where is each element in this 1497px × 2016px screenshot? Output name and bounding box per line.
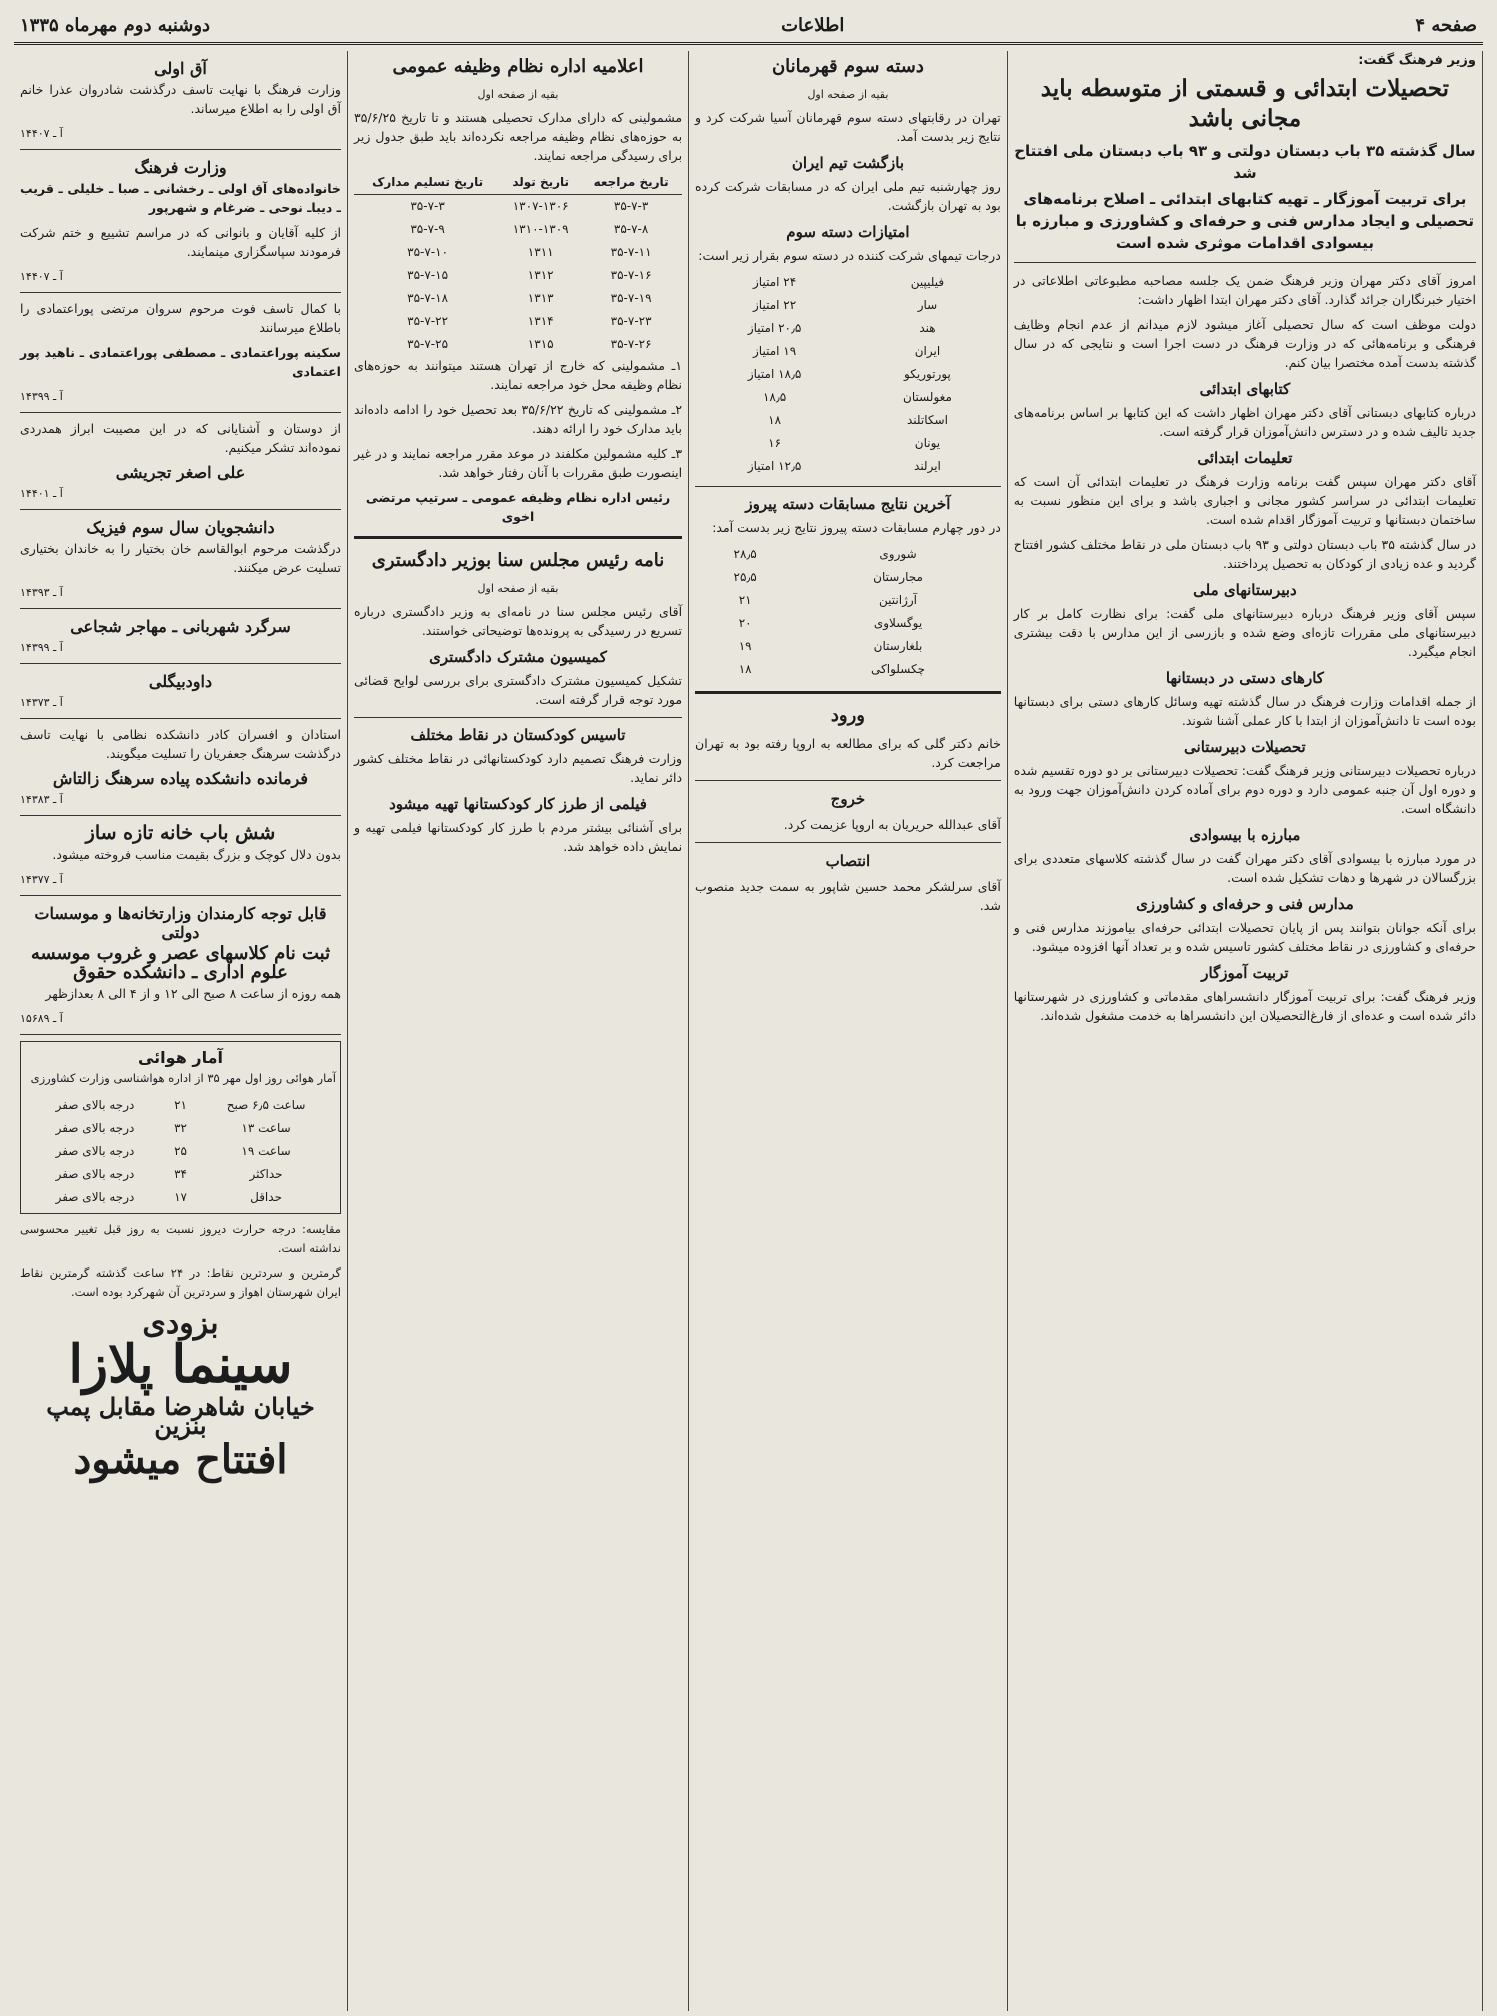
- cinema-ad-soon: بزودی: [142, 1306, 219, 1341]
- table-row: [695, 658, 1001, 681]
- table-row: [354, 264, 682, 287]
- departure-title: خروج: [830, 790, 866, 808]
- notice-code: آ ـ ۱۵۶۸۹: [20, 1012, 63, 1025]
- table-cell: درجه بالای صفر: [55, 1144, 135, 1158]
- table-cell: ۱۳۱۰-۱۳۰۹: [512, 222, 569, 236]
- edu-paragraph: درباره تحصیلات دبیرستانی وزیر فرهنگ گفت: تحصیلات دبیرستانی بر دو دوره تقسیم شده و دوره اول آن جنبه عمومی دارد و دوره دوم برای آماده کردن دانش‌آموزان جهت ورود به دانشگاه است.: [1013, 763, 1476, 816]
- edu-paragraph: آقای دکتر مهران سپس گفت برنامه وزارت فرهنگ در تعلیمات ابتدائی آن است که تعلیمات ابتدائی در سراسر کشور مجانی و اجباری باشد و برای این منظور نسبت به ساختمان دبستانها و تربیت آموزگار اقدام شده است.: [1013, 474, 1476, 527]
- table-cell: ۳۵-۷-۱۱: [610, 245, 652, 259]
- table-cell: آرژانتین: [879, 593, 917, 607]
- edu-subhead: مبارزه با بیسوادی: [1189, 826, 1301, 844]
- edu-paragraph: در مورد مبارزه با بیسوادی آقای دکتر مهران گفت در سال گذشته کلاسهای متعددی برای بزرگسالان در شهرها و دهات تشکیل شده است.: [1013, 851, 1476, 885]
- table-cell: ۳۵-۷-۱۰: [407, 245, 449, 259]
- table-cell: ۳۵-۷-۲۵: [407, 337, 449, 351]
- cinema-ad-name: سینما پلازا: [68, 1334, 293, 1395]
- school-ad-subtitle: ثبت نام کلاسهای عصر و غروب موسسه علوم اداری ـ دانشکده حقوق: [30, 943, 331, 983]
- edu-paragraph: دولت موظف است که سال تحصیلی آغاز میشود لازم میدانم از عدم انجام وظایف فرهنگی و برنامه‌هائی که در وزارت فرهنگ در دست اجرا است و نتایجی که در سال گذشته بدست آمده مختصرا بیان کنم.: [1013, 317, 1476, 370]
- points-table: [695, 271, 1001, 478]
- weather-box: [20, 1041, 341, 1214]
- table-cell: فیلیپین: [910, 275, 945, 289]
- table-row: [695, 317, 1001, 340]
- table-row: [354, 195, 682, 219]
- notice: [20, 51, 341, 150]
- edu-title: تحصیلات ابتدائی و قسمتی از متوسطه باید مجانی باشد: [1040, 75, 1450, 132]
- table-row: [25, 1094, 336, 1117]
- table-cell: درجه بالای صفر: [55, 1098, 135, 1112]
- house-ad-text: بدون دلال کوچک و بزرگ بقیمت مناسب فروخته میشود.: [52, 847, 341, 862]
- notice-title: دانشجویان سال سوم فیزیک: [86, 518, 275, 537]
- house-ad-title: شش باب خانه تازه ساز: [85, 822, 276, 844]
- table-cell: ۱۸٫۵: [762, 390, 787, 404]
- notice-text: با کمال تاسف فوت مرحوم سروان مرتضی پوراعتمادی را باطلاع میرسانند: [20, 301, 341, 335]
- notice-code: آ ـ ۱۴۳۹۳: [20, 586, 63, 599]
- notice-title: داودبیگلی: [148, 672, 213, 691]
- sport-paragraph: درجات تیمهای شرکت کننده در دسته سوم بقرار زیر است:: [698, 248, 1001, 263]
- table-row: [695, 635, 1001, 658]
- table-cell: ۳۵-۷-۲۶: [610, 337, 652, 351]
- notice-text: وزارت فرهنگ با نهایت تاسف درگذشت شادروان عذرا خانم آق اولی را به اطلاع میرساند.: [20, 82, 341, 116]
- table-cell: ۲۲ امتیاز: [753, 298, 797, 312]
- table-cell: ۳۵-۷-۸: [613, 222, 649, 236]
- divider: [1014, 262, 1476, 263]
- sport-paragraph: آقای سرلشکر محمد حسین شاپور به سمت جدید منصوب شد.: [695, 879, 1001, 913]
- table-cell: ۳۲: [174, 1121, 187, 1135]
- table-row: [695, 612, 1001, 635]
- divider: [354, 717, 682, 718]
- table-cell: هند: [919, 321, 936, 335]
- table-cell: یونان: [914, 436, 941, 450]
- table-cell: ۱۳۰۷-۱۳۰۶: [512, 199, 569, 213]
- table-row: [354, 287, 682, 310]
- notice: [20, 150, 341, 293]
- notice: [20, 719, 341, 816]
- edu-kicker: وزیر فرهنگ گفت:: [1358, 53, 1476, 68]
- divider: [695, 486, 1001, 487]
- appointment-title: انتصاب: [825, 852, 871, 870]
- weather-note: مقایسه: درجه حرارت دیروز نسبت به روز قبل تغییر محسوسی نداشته است.: [20, 1222, 341, 1255]
- divider: [695, 780, 1001, 781]
- notice-text: از دوستان و آشنایانی که در این مصیبت ابراز همدردی نموده‌اند تشکر میکنیم.: [20, 421, 341, 455]
- table-cell: ساعت ۶٫۵ صبح: [226, 1098, 306, 1112]
- table-cell: ایرلند: [914, 459, 941, 473]
- notice-text: درگذشت مرحوم ابوالقاسم خان بختیار را به خاندان بختیاری تسلیت عرض میکنند.: [20, 541, 341, 575]
- admin-paragraph: وزارت فرهنگ تصمیم دارد کودکستانهائی در نقاط مختلف کشور دائر نماید.: [353, 751, 683, 785]
- table-cell: بلغارستان: [873, 639, 923, 653]
- table-cell: ۱۳۱۴: [527, 314, 554, 328]
- table-cell: درجه بالای صفر: [55, 1167, 135, 1181]
- notice-code: آ ـ ۱۴۳۸۳: [20, 793, 63, 806]
- table-cell: ۱۲٫۵ امتیاز: [747, 459, 802, 473]
- admin-subhead: فیلمی از طرز کار کودکستانها تهیه میشود: [389, 795, 647, 813]
- sport-paragraph: آقای عبدالله حریریان به اروپا عزیمت کرد.: [783, 817, 1001, 832]
- weather-table: [25, 1094, 336, 1209]
- notice-title: وزارت فرهنگ: [134, 158, 227, 177]
- table-cell: پورتوریکو: [904, 367, 951, 381]
- arrival-title: ورود: [830, 705, 865, 726]
- table-cell: ۲۰٫۵ امتیاز: [747, 321, 802, 335]
- columns: [14, 51, 1483, 2011]
- notice-text: از کلیه آقایان و بانوانی که در مراسم تشییع و ختم شرکت فرمودند سپاسگزاری مینمایند.: [20, 225, 341, 259]
- notice-title: سرگرد شهربانی ـ مهاجر شجاعی: [70, 617, 291, 636]
- table-cell: ۱۸: [768, 413, 782, 427]
- notice-code: آ ـ ۱۴۳۹۹: [20, 641, 63, 654]
- house-ad: [20, 816, 341, 896]
- notice: [20, 664, 341, 719]
- table-cell: ۲۵٫۵: [733, 570, 757, 584]
- table-cell: یوگسلاوی: [873, 616, 923, 630]
- weather-note: گرمترین و سردترین نقاط: در ۲۴ ساعت گذشته گرمترین نقاط ایران شهرستان اهواز و سردترین آن شهرکرد بوده است.: [20, 1266, 341, 1299]
- school-ad: [20, 896, 341, 1035]
- table-cell: چکسلواکی: [871, 662, 925, 676]
- table-cell: ۳۵-۷-۳: [410, 199, 445, 213]
- edu-subhead: تحصیلات دبیرستانی: [1184, 738, 1306, 756]
- edu-paragraph: برای آنکه جوانان بتوانند پس از پایان تحصیلات ابتدائی حرفه‌ای بیاموزند مدارس فنی و حرفه‌ای و کشاورزی در نقاط مختلف کشور تاسیس شده و بر تعداد آنها افزوده میشود.: [1013, 920, 1476, 954]
- final-table: [695, 543, 1001, 681]
- admin-paragraph: ۲ـ مشمولینی که تاریخ ۳۵/۶/۲۲ بعد تحصیل خود را ادامه داده‌اند باید مدارک خود را ارائه دهند.: [353, 402, 683, 436]
- notice-code: آ ـ ۱۴۳۷۳: [20, 696, 63, 709]
- table-cell: مجارستان: [873, 570, 923, 584]
- notice-text: استادان و افسران کادر دانشکده نظامی با نهایت تاسف درگذشت سرهنگ جعفریان را تسلیت میگویند.: [20, 727, 341, 761]
- sport-subhead: آخرین نتایج مسابقات دسته پیروز: [745, 495, 951, 513]
- issue-date: دوشنبه دوم مهرماه ۱۳۳۵: [20, 14, 211, 36]
- table-row: [695, 271, 1001, 294]
- senate-title: نامه رئیس مجلس سنا بوزیر دادگستری: [371, 550, 665, 571]
- sport-continued: بقیه از صفحه اول: [807, 88, 889, 101]
- edu-subtitle-1: سال گذشته ۳۵ باب دبستان دولتی و ۹۳ باب دبستان ملی افتتاح شد: [1014, 142, 1476, 182]
- admin-signature: رئیس اداره نظام وظیفه عمومی ـ سرتیپ مرتضی اخوی: [365, 490, 671, 524]
- table-cell: ۲۰: [738, 616, 752, 630]
- senate-continued: بقیه از صفحه اول: [477, 582, 559, 595]
- table-cell: حداقل: [250, 1190, 282, 1204]
- notice-subtitle: سکینه پوراعتمادی ـ مصطفی پوراعتمادی ـ ناهید پور اعتمادی: [20, 345, 341, 379]
- masthead: [14, 8, 1483, 45]
- table-cell: ۱۳۱۱: [527, 245, 554, 259]
- notices-column: [14, 51, 348, 2011]
- table-cell: ۱۹: [738, 639, 752, 653]
- edu-paragraph: امروز آقای دکتر مهران وزیر فرهنگ ضمن یک جلسه مصاحبه مطبوعاتی اطلاعاتی در اختیار خبرنگاران جرائد گذارد. آقای دکتر مهران ابتدا اظهار داشت:: [1013, 273, 1476, 307]
- table-cell: ۱۳۱۲: [527, 268, 554, 282]
- table-cell: ۱۳۱۳: [527, 291, 554, 305]
- notice-title: فرمانده دانشکده پیاده سرهنگ زالتاش: [52, 769, 309, 788]
- page-number: صفحه ۴: [1415, 14, 1477, 36]
- table-cell: ۲۱: [174, 1098, 187, 1112]
- table-cell: حداکثر: [249, 1167, 283, 1181]
- table-row: [354, 218, 682, 241]
- table-cell: اسکاتلند: [907, 413, 948, 427]
- table-cell: ۳۵-۷-۲۲: [407, 314, 449, 328]
- table-cell: مغولستان: [903, 390, 952, 404]
- edu-paragraph: درباره کتابهای دبستانی آقای دکتر مهران اظهار داشت که این کتابها بر اساس برنامه‌های جدید تالیف شده و در دسترس دانش‌آموزان قرار گرفته است.: [1013, 405, 1476, 439]
- notice: [20, 609, 341, 664]
- table-row: [25, 1186, 336, 1209]
- table-row: [25, 1140, 336, 1163]
- table-cell: ۱۹ امتیاز: [753, 344, 797, 358]
- sport-paragraph: در دور چهارم مسابقات دسته پیروز نتایج زیر بدست آمد:: [712, 520, 1001, 535]
- sport-subhead: بازگشت تیم ایران: [791, 154, 904, 172]
- admin-paragraph: ۳ـ کلیه مشمولین مکلفند در موعد مقرر مراجعه نمایند و در غیر اینصورت طبق مقررات با آنان رفتار خواهد شد.: [353, 446, 683, 480]
- table-cell: درجه بالای صفر: [55, 1190, 135, 1204]
- conscription-table: [354, 171, 682, 356]
- table-row: [695, 566, 1001, 589]
- edu-subhead: کارهای دستی در دبستانها: [1165, 669, 1324, 687]
- sport-paragraph: تهران در رقابتهای دسته سوم قهرمانان آسیا شرکت کرد و نتایج زیر بدست آمد.: [695, 110, 1001, 144]
- table-row: [695, 432, 1001, 455]
- sport-paragraph: خانم دکتر گلی که برای مطالعه به اروپا رفته بود به تهران مراجعت کرد.: [695, 736, 1001, 770]
- table-row: [695, 589, 1001, 612]
- sports-column: [689, 51, 1008, 2011]
- table-cell: ۳۵-۷-۳: [613, 199, 649, 213]
- table-cell: ۳۴: [174, 1167, 187, 1181]
- table-cell: ساعت ۱۹: [241, 1144, 291, 1158]
- cinema-ad-opening: افتتاح میشود: [73, 1436, 288, 1483]
- edu-subhead: دبیرستانهای ملی: [1193, 581, 1297, 599]
- table-cell: ۱۳۱۵: [527, 337, 554, 351]
- table-header: تاریخ تولد: [501, 171, 580, 195]
- table-cell: ۱۸: [738, 662, 752, 676]
- table-row: [695, 294, 1001, 317]
- table-row: [354, 310, 682, 333]
- table-cell: ۱۸٫۵ امتیاز: [747, 367, 802, 381]
- table-row: [695, 409, 1001, 432]
- edu-subhead: تعلیمات ابتدائی: [1197, 449, 1293, 467]
- table-cell: ۲۱: [738, 593, 752, 607]
- weather-title: آمار هوائی: [137, 1048, 223, 1067]
- table-cell: ۱۶: [768, 436, 782, 450]
- edu-subtitle-2: برای تربیت آموزگار ـ تهیه کتابهای ابتدائی ـ اصلاح برنامه‌های تحصیلی و ایجاد مدارس فنی و حرفه‌ای و کشاورزی و مبارزه با بیسوادی اقدامات موثری شده است: [1015, 190, 1474, 252]
- table-cell: ۳۵-۷-۹: [410, 222, 445, 236]
- table-cell: شوروی: [879, 547, 917, 561]
- edu-paragraph: در سال گذشته ۳۵ باب دبستان دولتی و ۹۳ باب دبستان ملی در نقاط مختلف کشور افتتاح گردید و عده زیادی از کودکان به تحصیل پرداختند.: [1013, 537, 1476, 571]
- cinema-ad-address: خیابان شاهرضا مقابل پمپ بنزین: [46, 1392, 315, 1440]
- notice-title: آق اولی: [154, 59, 207, 78]
- table-cell: ۲۸٫۵: [733, 547, 757, 561]
- sport-paragraph: روز چهارشنبه تیم ملی ایران که در مسابقات شرکت کرده بود به تهران بازگشت.: [695, 179, 1001, 213]
- weather-intro: آمار هوائی روز اول مهر ۳۵ از اداره هواشناسی وزارت کشاورزی: [30, 1071, 336, 1085]
- admin-paragraph: آقای رئیس مجلس سنا در نامه‌ای به وزیر دادگستری درباره تسریع در رسیدگی به پرونده‌ها توضیحاتی خواستند.: [353, 604, 683, 638]
- edu-paragraph: وزیر فرهنگ گفت: برای تربیت آموزگار دانشسراهای مقدماتی و کشاورزی در شهرستانها دائر شده است و عده‌ای از فارغ‌التحصیلان این دانشسراها به خدمت مشغول شده‌اند.: [1013, 989, 1476, 1023]
- table-header: تاریخ تسلیم مدارک: [354, 171, 501, 195]
- school-ad-title: قابل توجه کارمندان وزارتخانه‌ها و موسسات دولتی: [34, 904, 327, 942]
- notice: [20, 413, 341, 510]
- table-row: [354, 333, 682, 356]
- table-cell: سار: [917, 298, 938, 312]
- table-cell: ۲۴ امتیاز: [753, 275, 797, 289]
- table-cell: ۲۵: [174, 1144, 187, 1158]
- notice-code: آ ـ ۱۴۴۰۱: [20, 487, 63, 500]
- table-cell: ایران: [914, 344, 941, 358]
- admin-title: اعلامیه اداره نظام وظیفه عمومی: [392, 56, 644, 77]
- notice-title: علی اصغر تجریشی: [115, 463, 246, 482]
- table-cell: ۳۵-۷-۱۶: [610, 268, 652, 282]
- table-cell: ۳۵-۷-۱۸: [407, 291, 449, 305]
- notice-subtitle: خانواده‌های آق اولی ـ رخشانی ـ صبا ـ خلیلی ـ قریب ـ دیباـ نوحی ـ ضرغام و شهرپور: [20, 181, 341, 215]
- divider: [695, 691, 1001, 694]
- notice: [20, 293, 341, 413]
- table-row: [695, 363, 1001, 386]
- school-ad-text: همه روزه از ساعت ۸ صبح الی ۱۲ و از ۴ الی ۸ بعدازظهر: [45, 986, 341, 1001]
- notice-code: آ ـ ۱۴۴۰۷: [20, 270, 63, 283]
- table-cell: ۳۵-۷-۱۹: [610, 291, 652, 305]
- edu-paragraph: از جمله اقدامات وزارت فرهنگ در سال گذشته تهیه وسائل کارهای دستی برای دبستانها بوده است تا دانش‌آموزان از ابتدا با کار عملی آشنا شوند.: [1013, 694, 1476, 728]
- table-row: [695, 455, 1001, 478]
- admin-column: [348, 51, 689, 2011]
- table-cell: درجه بالای صفر: [55, 1121, 135, 1135]
- admin-continued: بقیه از صفحه اول: [477, 88, 559, 101]
- table-row: [695, 340, 1001, 363]
- table-row: [25, 1117, 336, 1140]
- admin-paragraph: برای آشنائی بیشتر مردم با طرز کار کودکستانها فیلمی تهیه و نمایش داده خواهد شد.: [353, 820, 683, 854]
- notice: [20, 510, 341, 609]
- table-row: [695, 386, 1001, 409]
- paper-name: اطلاعات: [781, 14, 845, 36]
- notice-code: آ ـ ۱۴۳۹۹: [20, 390, 63, 403]
- table-row: [25, 1163, 336, 1186]
- table-row: [695, 543, 1001, 566]
- table-cell: ۳۵-۷-۱۵: [407, 268, 449, 282]
- table-row: [354, 241, 682, 264]
- notice-code: آ ـ ۱۴۳۷۷: [20, 873, 63, 886]
- table-cell: ساعت ۱۳: [241, 1121, 291, 1135]
- admin-subhead: تاسیس کودکستان در نقاط مختلف: [410, 726, 626, 744]
- admin-paragraph: تشکیل کمیسیون مشترک دادگستری برای بررسی لوایح قضائی مورد توجه قرار گرفته است.: [353, 673, 683, 707]
- table-cell: ۳۵-۷-۲۳: [610, 314, 652, 328]
- divider: [695, 842, 1001, 843]
- table-header: تاریخ مراجعه: [580, 171, 682, 195]
- notice-code: آ ـ ۱۴۴۰۷: [20, 127, 63, 140]
- admin-paragraph: مشمولینی که دارای مدارک تحصیلی هستند و تا تاریخ ۳۵/۶/۲۵ به حوزه‌های نظام وظیفه مراجعه نکرده‌اند باید طبق جدول زیر برای رسیدگی مراجعه نمایند.: [353, 110, 683, 163]
- admin-subhead: کمیسیون مشترک دادگستری: [429, 648, 607, 666]
- edu-subhead: تربیت آموزگار: [1201, 964, 1289, 982]
- edu-subhead: کتابهای ابتدائی: [1199, 380, 1291, 398]
- sport-title: دسته سوم قهرمانان: [771, 56, 924, 77]
- sport-subhead: امتیازات دسته سوم: [786, 223, 910, 241]
- edu-subhead: مدارس فنی و حرفه‌ای و کشاورزی: [1136, 895, 1354, 913]
- education-article: [1008, 51, 1483, 2011]
- cinema-ad: [20, 1306, 341, 1485]
- edu-paragraph: سپس آقای وزیر فرهنگ درباره دبیرستانهای ملی گفت: برای نظارت کامل بر کار دبیرستانهای ملی مقررات تازه‌ای وضع شده و بازرسی از این مدارس با دقت بیشتری انجام میگیرد.: [1013, 606, 1476, 659]
- divider: [354, 536, 682, 539]
- admin-paragraph: ۱ـ مشمولینی که خارج از تهران هستند میتوانند به حوزه‌های نظام وظیفه محل خود مراجعه نمایند.: [353, 358, 683, 392]
- table-cell: ۱۷: [174, 1190, 187, 1204]
